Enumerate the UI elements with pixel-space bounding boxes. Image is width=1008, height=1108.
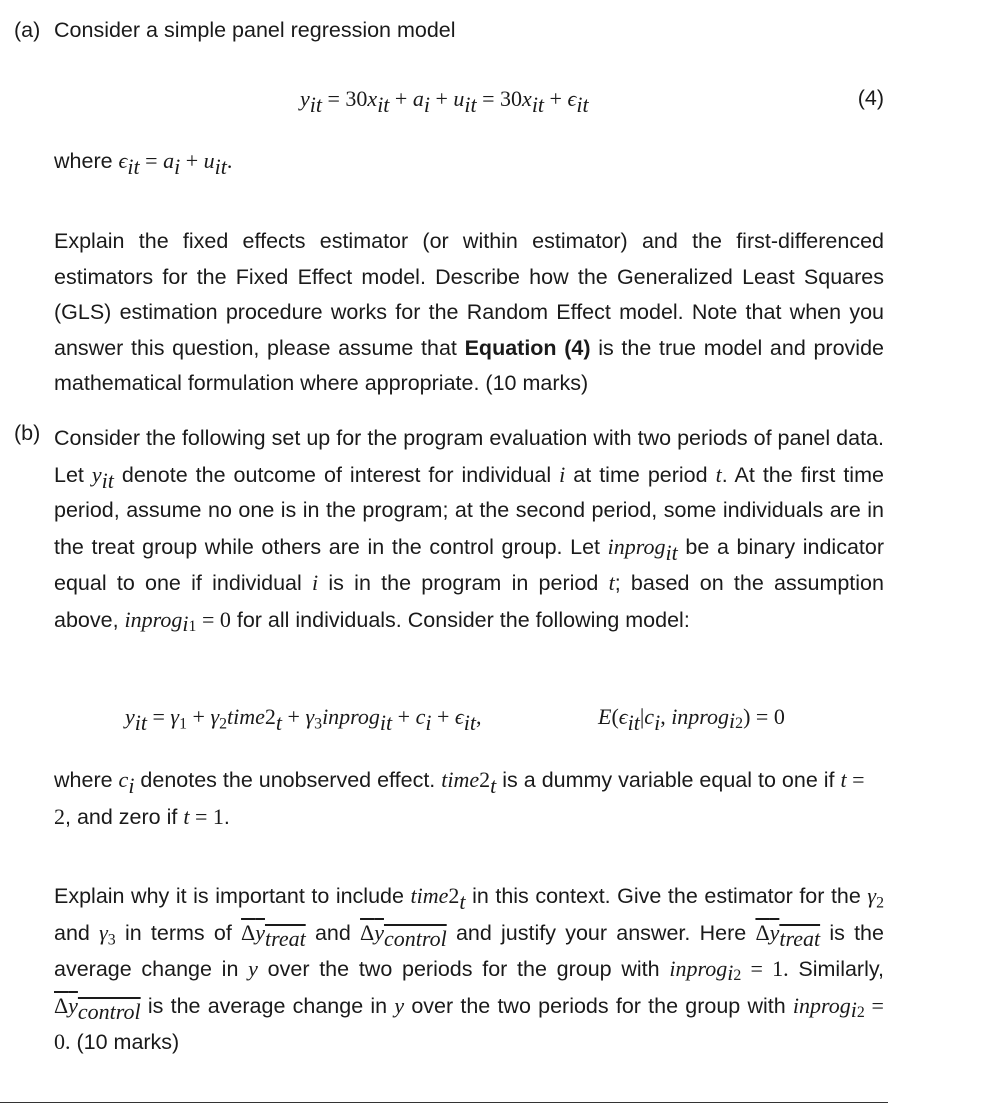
where-line: where $\epsilon_{it} = a_i + u_{it}$. xyxy=(54,148,233,180)
part-b-setup: Consider the following set up for the program evaluation with two periods of panel data. Let $y_{it}$ denote the outcome of interest for individual i at time period t. At the first time period, assume no one is in the program; at the second period, some individuals are in the treat group while others are in the control group. Let inprog$_{it}$ be a binary indicator equal to one if individual i is in the program in period t; based on the assumption above, inprog$_{i1}$ = 0 for all individuals. Consider the following model: xyxy=(54,426,884,636)
part-b-label: (b) xyxy=(14,421,41,445)
bottom-rule xyxy=(0,1102,888,1103)
moment-condition: $E(\epsilon_{it}|c_i$, inprog$_{i2}$) = 0 xyxy=(598,704,785,736)
part-a-label: (a) xyxy=(14,18,41,42)
model-equation: $y_{it} = \gamma_1$ + $\gamma_2time2_t$ + $\gamma_3inprog_{it} + c_i + \epsilon_{it}$, xyxy=(125,704,482,736)
part-b-question: Explain why it is important to include $time2_t$ in this context. Give the estimator for the $\gamma_2$ and $\gamma_3$ in terms of $\Delta y_{treat}$ and $\Delta y_{control}$ and justify your answer. Here $\Delta y_{treat}$ is the average change in y over the two periods for the group with inprog$_{i2}$ = 1. Similarly, $\Delta y_{control}$ is the average change in y over the two periods for the group with inprog$_{i2}$ = 0. (10 marks) xyxy=(54,883,884,1054)
part-a-question: Explain the fixed effects estimator (or within estimator) and the first-differenced estimators for the Fixed Effect model. Describe how the Generalized Least Squares (GLS) estimation procedure works for the Random Effect model. Note that when you answer this question, please assume that Equation (4) is the true model and provide mathematical formulation where appropriate. (10 marks) xyxy=(54,229,884,395)
equation-4: $y_{it} = 30x_{it} + a_i + u_{it} = 30x_{it} + \epsilon_{it}$ xyxy=(300,86,589,118)
equation-ref: Equation (4) xyxy=(464,335,591,360)
part-a-intro: Consider a simple panel regression model xyxy=(54,18,456,42)
where-ci: where $c_i$ denotes the unobserved effect. $time2_t$ is a dummy variable equal to one if t = 2, and zero if t = 1. xyxy=(54,767,865,829)
equation-number: (4) xyxy=(857,86,884,110)
